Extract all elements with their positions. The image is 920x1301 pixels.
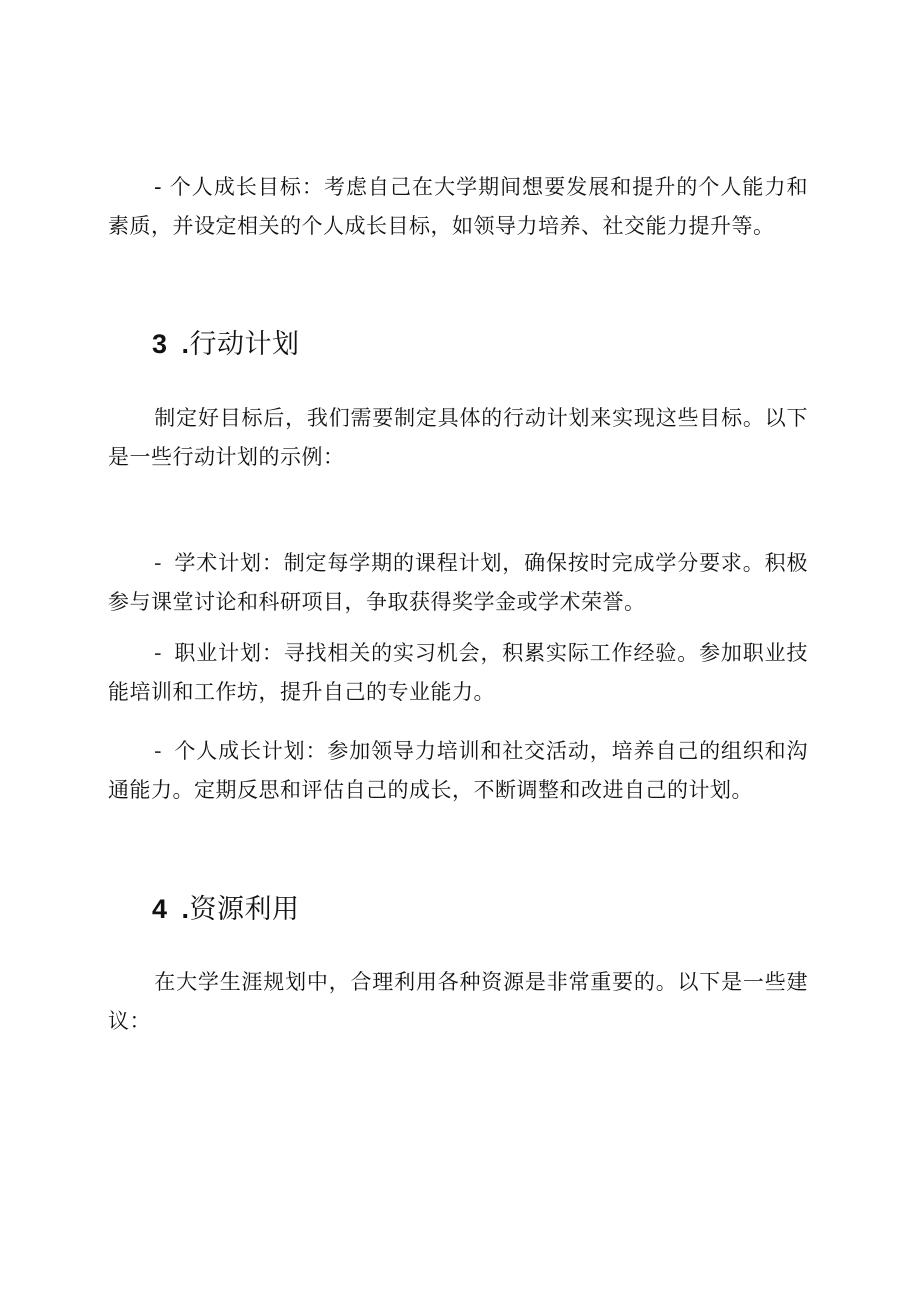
paragraph-section3-intro (108, 399, 808, 477)
label-colon: ： (261, 641, 284, 665)
section-number: 3 (152, 329, 168, 359)
section-dot: . (181, 894, 190, 924)
item-label: 职业计划 (174, 641, 262, 665)
section-title: 资源利用 (189, 894, 300, 925)
paragraph-section4-intro (108, 963, 808, 1041)
dash-marker: - (154, 739, 163, 763)
personal-growth-goal-text: - 个人成长目标：考虑自己在大学期间想要发展和提升的个人能力和素质，并设定相关的个人成长目标，如领导力培养、社交能力提升等。 (108, 175, 808, 238)
section-dot: . (181, 329, 190, 359)
item-text: 制定每学期的课程计划，确保按时完成学分要求。积极参与课堂讨论和科研项目，争取获得奖学金或学术荣誉。 (108, 551, 809, 614)
paragraph-personal-growth-goal (108, 168, 808, 246)
list-item-career-plan (108, 634, 808, 712)
section-number: 4 (152, 894, 168, 924)
section-heading-3 (152, 324, 300, 365)
section-title: 行动计划 (189, 329, 300, 360)
section3-intro-text: 制定好目标后，我们需要制定具体的行动计划来实现这些目标。以下是一些行动计划的示例： (108, 406, 808, 469)
label-colon: ： (305, 739, 328, 763)
dash-marker: - (154, 641, 163, 665)
dash-marker: - (154, 551, 163, 575)
list-item-academic-plan (108, 544, 808, 622)
section-heading-4 (152, 889, 300, 930)
item-text: 参加领导力培训和社交活动，培养自己的组织和沟通能力。定期反思和评估自己的成长，不断调整和改进自己的计划。 (108, 739, 809, 802)
item-label: 学术计划 (174, 551, 262, 575)
item-label: 个人成长计划 (174, 739, 306, 763)
section4-intro-text: 在大学生涯规划中，合理利用各种资源是非常重要的。以下是一些建议： (108, 970, 808, 1033)
label-colon: ： (261, 551, 284, 575)
list-item-personal-growth-plan (108, 732, 808, 810)
item-text: 寻找相关的实习机会，积累实际工作经验。参加职业技能培训和工作坊，提升自己的专业能力。 (108, 641, 809, 704)
